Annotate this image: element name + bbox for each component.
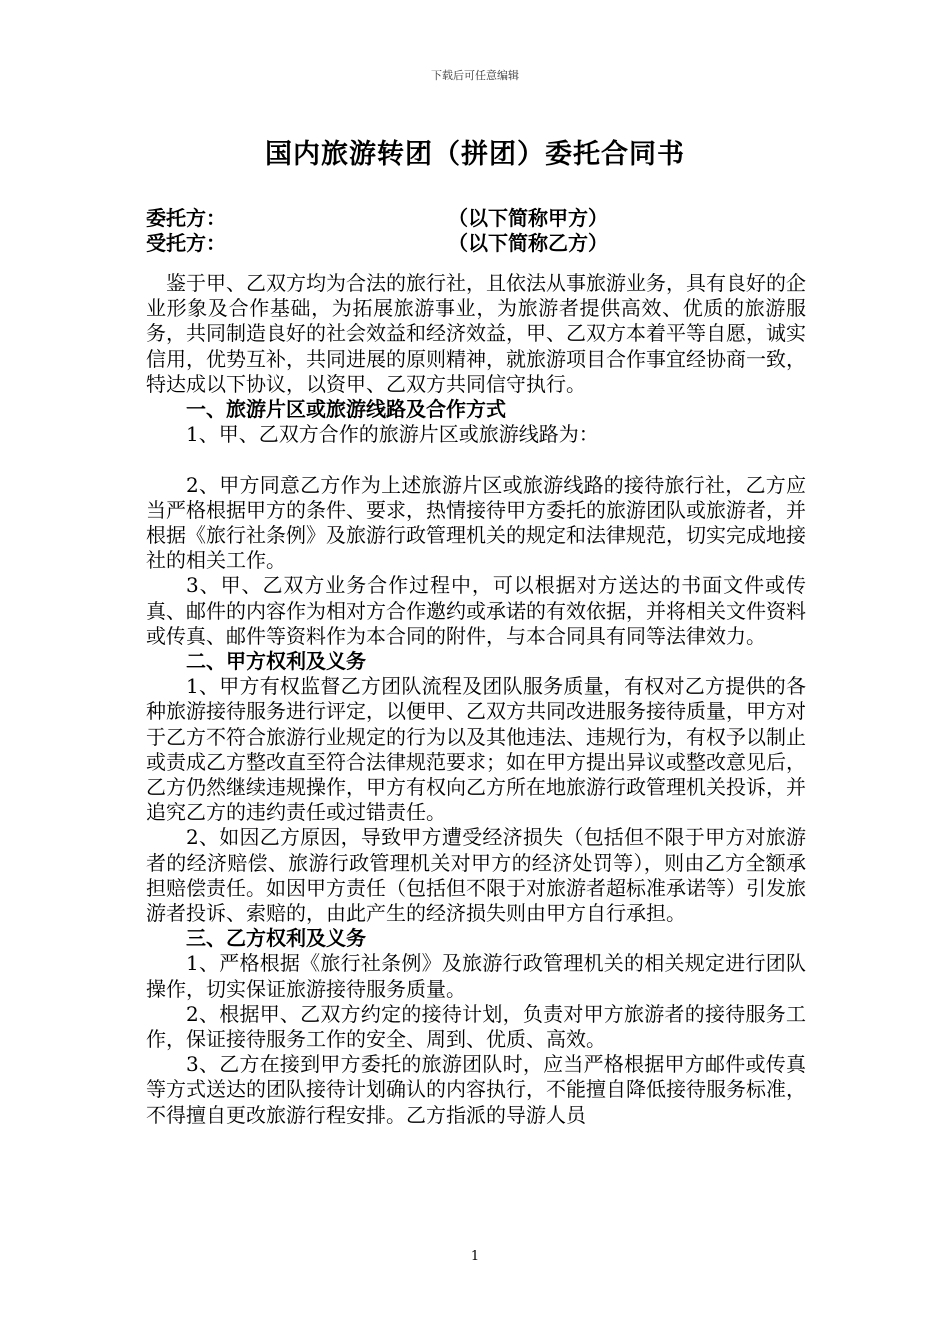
section-heading-2: 二、甲方权利及义务 bbox=[186, 649, 366, 674]
clause-1-2: 2、甲方同意乙方作为上述旅游片区或旅游线路的接待旅行社，乙方应当严格根据甲方的条件、要求，热情接待甲方委托的旅游团队或旅游者，并根据《旅行社条例》及旅游行政管理机关的规定和法律规范，切实完成地接社的相关工作。 bbox=[146, 472, 806, 573]
clause-2-2: 2、如因乙方原因，导致甲方遭受经济损失（包括但不限于甲方对旅游者的经济赔偿、旅游行政管理机关对甲方的经济处罚等），则由乙方全额承担赔偿责任。如因甲方责任（包括但不限于对旅游者超标准承诺等）引发旅游者投诉、索赔的，由此产生的经济损失则由甲方自行承担。 bbox=[146, 825, 806, 926]
section-heading-1: 一、旅游片区或旅游线路及合作方式 bbox=[186, 397, 506, 422]
preamble: 鉴于甲、乙双方均为合法的旅行社，且依法从事旅游业务，具有良好的企业形象及合作基础，为拓展旅游事业，为旅游者提供高效、优质的旅游服务，共同制造良好的社会效益和经济效益，甲、乙双方本着平等自愿，诚实信用，优势互补，共同进展的原则精神，就旅游项目合作事宜经协商一致，特达成以下协议，以资甲、乙双方共同信守执行。 bbox=[146, 271, 806, 396]
document-title: 国内旅游转团（拼团）委托合同书 bbox=[265, 139, 685, 170]
contract-body bbox=[146, 271, 806, 1128]
party-trustee-note: （以下简称乙方） bbox=[448, 231, 608, 255]
section-heading-3: 三、乙方权利及义务 bbox=[186, 926, 366, 951]
clause-3-3: 3、乙方在接到甲方委托的旅游团队时，应当严格根据甲方邮件或传真等方式送达的团队接待计划确认的内容执行，不能擅自降低接待服务标准，不得擅自更改旅游行程安排。乙方指派的导游人员 bbox=[146, 1052, 806, 1127]
party-client-note: （以下简称甲方） bbox=[448, 206, 608, 230]
clause-3-1: 1、严格根据《旅行社条例》及旅游行政管理机关的相关规定进行团队操作，切实保证旅游接待服务质量。 bbox=[146, 951, 806, 1001]
clause-1-3: 3、甲、乙双方业务合作过程中，可以根据对方送达的书面文件或传真、邮件的内容作为相对方合作邀约或承诺的有效依据，并将相关文件资料或传真、邮件等资料作为本合同的附件，与本合同具有同等法律效力。 bbox=[146, 573, 806, 648]
page-number: 1 bbox=[470, 1249, 480, 1264]
party-trustee-label: 受托方： bbox=[146, 231, 226, 255]
party-trustee bbox=[146, 227, 608, 256]
blank-line bbox=[146, 447, 806, 472]
party-client-label: 委托方： bbox=[146, 206, 226, 230]
clause-1-1: 1、甲、乙双方合作的旅游片区或旅游线路为： bbox=[186, 422, 599, 447]
page-header: 下载后可任意编辑 bbox=[431, 69, 519, 82]
clause-2-1: 1、甲方有权监督乙方团队流程及团队服务质量，有权对乙方提供的各种旅游接待服务进行评定，以便甲、乙双方共同改进服务接待质量，甲方对于乙方不符合旅游行业规定的行为以及其他违法、违规行为，有权予以制止或责成乙方整改直至符合法律规范要求；如在甲方提出异议或整改意见后，乙方仍然继续违规操作，甲方有权向乙方所在地旅游行政管理机关投诉，并追究乙方的违约责任或过错责任。 bbox=[146, 674, 806, 825]
clause-3-2: 2、根据甲、乙双方约定的接待计划，负责对甲方旅游者的接待服务工作，保证接待服务工作的安全、周到、优质、高效。 bbox=[146, 1001, 806, 1052]
